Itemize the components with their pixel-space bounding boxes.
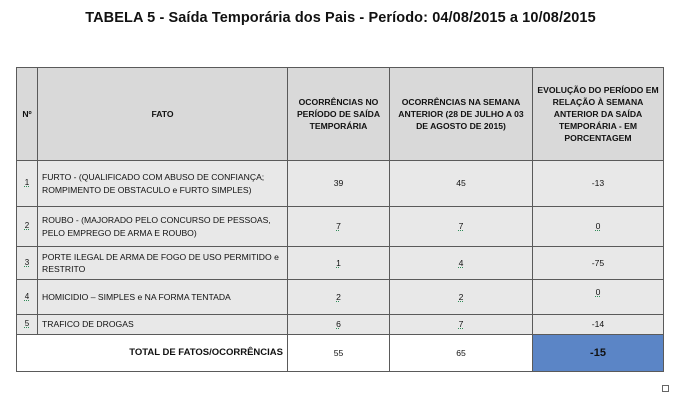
row-evolucao-value: 0: [595, 287, 601, 297]
data-table: [16, 67, 664, 372]
row-index: [17, 161, 38, 207]
table-row: [17, 315, 664, 335]
row-periodo-value: 6: [336, 319, 341, 330]
total-evolucao: -15: [533, 335, 664, 372]
row-semana: 45: [390, 161, 533, 207]
row-index-value: 4: [24, 291, 30, 301]
row-evolucao-value: 0: [595, 221, 601, 232]
header-fato: FATO: [38, 68, 288, 161]
table-row: [17, 161, 664, 207]
row-semana: [390, 207, 533, 247]
row-evolucao: -75: [533, 247, 664, 280]
row-evolucao: -13: [533, 161, 664, 207]
row-index-value: 3: [24, 257, 30, 267]
row-fato: ROUBO - (MAJORADO PELO CONCURSO DE PESSOAS, PELO EMPREGO DE ARMA E ROUBO): [38, 207, 288, 247]
row-index: [17, 247, 38, 280]
total-label: TOTAL DE FATOS/OCORRÊNCIAS: [17, 335, 288, 372]
row-semana: [390, 280, 533, 315]
row-evolucao: -14: [533, 315, 664, 335]
row-index: [17, 207, 38, 247]
table-row: [17, 207, 664, 247]
row-semana-value: 2: [458, 291, 464, 302]
row-index-value: 5: [24, 319, 30, 329]
row-semana: [390, 315, 533, 335]
row-semana: [390, 247, 533, 280]
header-n: Nº: [17, 68, 38, 161]
header-occ-periodo: OCORRÊNCIAS NO PERÍODO DE SAÍDA TEMPORÁRIA: [288, 68, 390, 161]
row-fato: PORTE ILEGAL DE ARMA DE FOGO DE USO PERMITIDO e RESTRITO: [38, 247, 288, 280]
row-periodo: [288, 207, 390, 247]
resize-handle[interactable]: [662, 385, 669, 392]
row-periodo: [288, 315, 390, 335]
row-periodo: [288, 247, 390, 280]
row-fato: TRAFICO DE DROGAS: [38, 315, 288, 335]
row-fato: FURTO - (QUALIFICADO COM ABUSO DE CONFIANÇA; ROMPIMENTO DE OBSTACULO e FURTO SIMPLES): [38, 161, 288, 207]
row-index: [17, 315, 38, 335]
row-index-value: 1: [24, 178, 30, 188]
row-periodo: 39: [288, 161, 390, 207]
row-semana-value: 7: [458, 221, 464, 232]
row-index: [17, 280, 38, 315]
row-semana-value: 7: [458, 319, 464, 330]
total-periodo: 55: [288, 335, 390, 372]
row-periodo-value: 7: [336, 221, 341, 232]
header-occ-semana: OCORRÊNCIAS NA SEMANA ANTERIOR (28 DE JULHO A 03 DE AGOSTO DE 2015): [390, 68, 533, 161]
table-title: TABELA 5 - Saída Temporária dos Pais - Período: 04/08/2015 a 10/08/2015: [85, 10, 596, 26]
row-evolucao: [533, 207, 664, 247]
total-semana: 65: [390, 335, 533, 372]
header-evolucao: EVOLUÇÃO DO PERÍODO EM RELAÇÃO À SEMANA ANTERIOR DA SAÍDA TEMPORÁRIA - EM PORCENTAGEM: [533, 68, 664, 161]
row-periodo: [288, 280, 390, 315]
total-row: [17, 335, 664, 372]
row-periodo-value: 1: [336, 257, 341, 268]
row-index-value: 2: [24, 221, 30, 231]
row-periodo-value: 2: [336, 291, 341, 302]
row-fato: HOMICIDIO – SIMPLES e NA FORMA TENTADA: [38, 280, 288, 315]
table-row: [17, 247, 664, 280]
row-evolucao: [533, 280, 664, 315]
row-semana-value: 4: [458, 257, 464, 268]
header-row: [17, 68, 664, 161]
table-row: [17, 280, 664, 315]
